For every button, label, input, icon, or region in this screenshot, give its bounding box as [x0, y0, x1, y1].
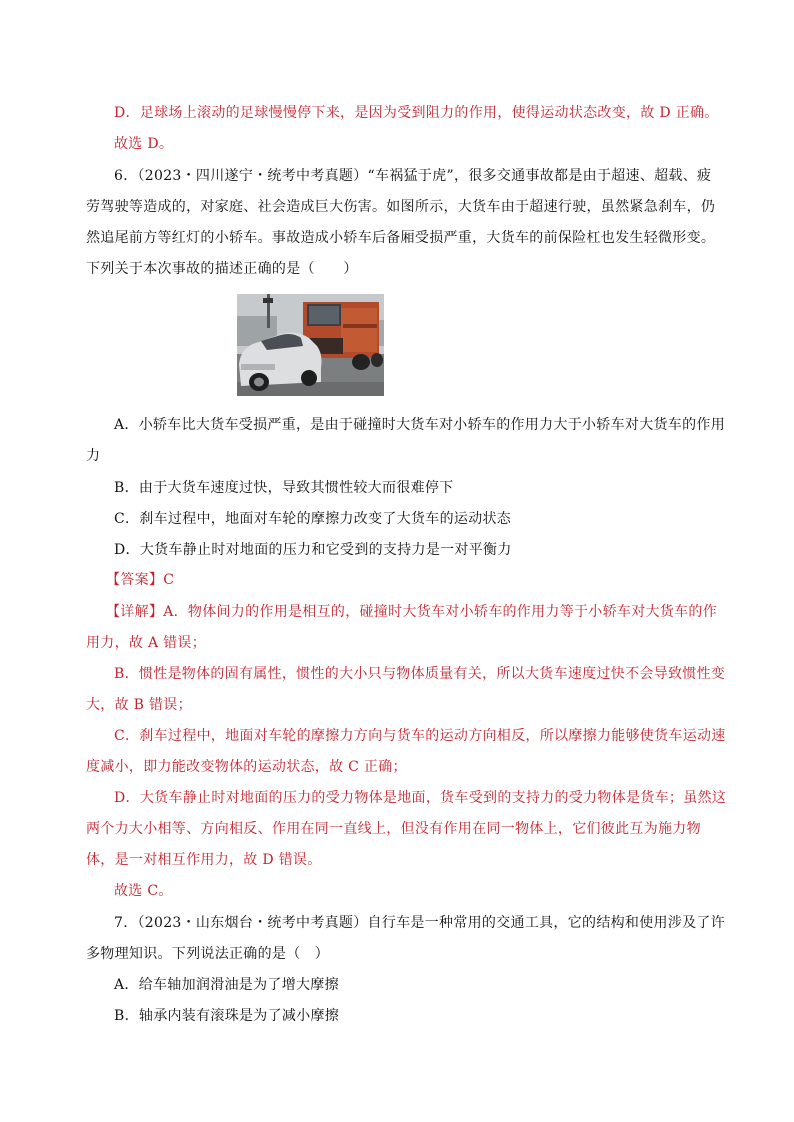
- q6-detail-line-6: 度减小，即力能改变物体的运动状态，故 C 正确；: [86, 759, 407, 775]
- accident-photo: [237, 294, 384, 396]
- truck-car-collision-image: [237, 294, 384, 396]
- q6-detail-line-1: 【详解】A．物体间力的作用是相互的，碰撞时大货车对小轿车的作用力等于小轿车对大货车的作: [106, 604, 718, 620]
- q6-option-c: C．刹车过程中，地面对车轮的摩擦力改变了大货车的运动状态: [114, 511, 512, 527]
- q6-detail-line-8: 两个力大小相等、方向相反、作用在同一直线上，但没有作用在同一物体上，它们彼此互为施力物: [86, 821, 701, 837]
- q6-option-d: D．大货车静止时对地面的压力和它受到的支持力是一对平衡力: [114, 542, 512, 558]
- q6-detail-line-4: 大，故 B 错误；: [86, 697, 192, 713]
- q6-detail-line-5: C．刹车过程中，地面对车轮的摩擦力方向与货车的运动方向相反，所以摩擦力能够使货车运动速: [114, 728, 726, 744]
- prev-answer-choice: 故选 D。: [114, 136, 174, 152]
- q6-answer-choice: 故选 C。: [114, 883, 173, 899]
- q6-detail-line-7: D．大货车静止时对地面的压力的受力物体是地面，货车受到的支持力的受力物体是货车；虽然这: [114, 790, 727, 806]
- q6-stem-line-2: 劳驾驶等造成的，对家庭、社会造成巨大伤害。如图所示，大货车由于超速行驶，虽然紧急刹车，仍: [86, 199, 716, 215]
- q6-detail-line-2: 用力，故 A 错误；: [86, 635, 207, 651]
- q6-option-a-line-2: 力: [86, 448, 101, 464]
- q7-stem-line-1: 7．（2023・山东烟台・统考中考真题）自行车是一种常用的交通工具，它的结构和使用涉及了许: [114, 915, 726, 931]
- q7-stem-line-2: 多物理知识。下列说法正确的是（ ）: [86, 946, 330, 962]
- q6-detail-line-3: B．惯性是物体的固有属性，惯性的大小只与物体质量有关，所以大货车速度过快不会导致惯性变: [114, 666, 726, 682]
- q6-detail-line-9: 体，是一对相互作用力，故 D 错误。: [86, 852, 322, 868]
- q6-stem-line-1: 6．（2023・四川遂宁・统考中考真题）“车祸猛于虎”，很多交通事故都是由于超速、超载、疲: [114, 168, 712, 184]
- prev-option-d-explanation: D．足球场上滚动的足球慢慢停下来，是因为受到阻力的作用，使得运动状态改变，故 D 正确。: [114, 105, 719, 121]
- q7-option-a: A．给车轴加润滑油是为了增大摩擦: [114, 977, 339, 993]
- q6-option-a-line-1: A．小轿车比大货车受损严重，是由于碰撞时大货车对小轿车的作用力大于小轿车对大货车的作用: [114, 417, 726, 433]
- q6-stem-line-3: 然追尾前方等红灯的小轿车。事故造成小轿车后备厢受损严重，大货车的前保险杠也发生轻微形变。: [86, 230, 716, 246]
- q6-option-b: B．由于大货车速度过快，导致其惯性较大而很难停下: [114, 480, 454, 496]
- q6-stem-line-4: 下列关于本次事故的描述正确的是（ ）: [86, 261, 358, 277]
- q6-answer: 【答案】C: [106, 572, 175, 588]
- q7-option-b: B．轴承内装有滚珠是为了减小摩擦: [114, 1008, 340, 1024]
